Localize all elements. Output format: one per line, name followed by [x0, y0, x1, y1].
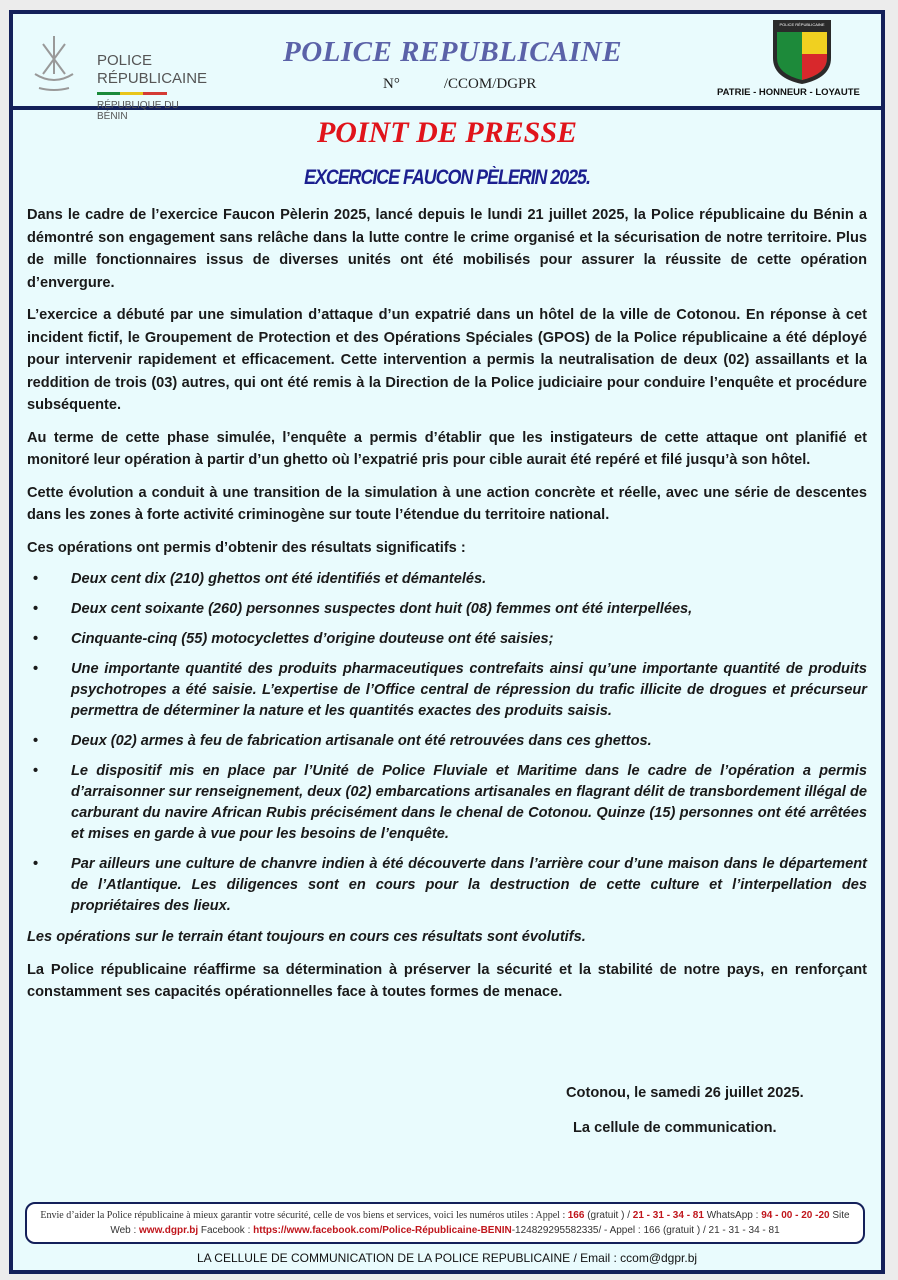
whatsapp-number: 94 - 00 - 20 -20	[761, 1210, 830, 1221]
list-item: • Par ailleurs une culture de chanvre indien à été découverte dans l’arrière cour d’une maison dans le département de l’Atlantique. Les diligences sont en cours pour la destruction de cette culture et l’interpellation des propriétaires des lieux.	[33, 856, 867, 914]
bullet-icon: •	[33, 661, 39, 677]
emblem-icon	[33, 34, 75, 94]
website-link[interactable]: www.dgpr.bj	[139, 1225, 199, 1236]
document-subheading: EXCERCICE FAUCON PÈLERIN 2025.	[304, 166, 590, 189]
paragraph: Au terme de cette phase simulée, l’enquête a permis d’établir que les instigateurs de cette attaque ont planifié et monitoré leur opération à partir d’un ghetto où l’expatrié pris pour cible aurait été repéré et filé jusqu’à son hôtel.	[27, 429, 867, 468]
flag-stripe	[97, 92, 167, 95]
list-item: • Cinquante-cinq (55) motocyclettes d’origine douteuse ont été saisies;	[27, 629, 867, 650]
signature: La cellule de communication.	[573, 1120, 777, 1136]
bullet-icon: •	[33, 733, 39, 749]
police-crest-icon	[771, 18, 833, 86]
paragraph: Cette évolution a conduit à une transition de la simulation à une action concrète et réelle, avec une série de descentes dans les zones à forte activité criminogène sur toute l’étendue du territoire national.	[27, 484, 867, 523]
facebook-link[interactable]: https://www.facebook.com/Police-Républicaine-BENIN	[253, 1225, 512, 1236]
list-item: • Deux cent dix (210) ghettos ont été identifiés et démantelés.	[27, 569, 867, 590]
list-item: • Une importante quantité des produits pharmaceutiques contrefaits ainsi qu’une importante quantité de produits psychotropes a été saisie. L’expertise de l’Office central de répression du trafic illicite de drogues et précurseur permettra de déterminer la nature et les quantités exactes des produits saisis.	[33, 661, 867, 719]
footer-line: LA CELLULE DE COMMUNICATION DE LA POLICE REPUBLICAINE / Email : ccom@dgpr.bj	[196, 1251, 698, 1265]
contact-box: Envie d’aider la Police républicaine à mieux garantir votre sécurité, celle de vos biens et services, voici les numéros utiles : Appel : 166 (gratuit ) / 21 - 31 - 34 - 81 WhatsApp : 94 - 00 - 20 -20 Site Web : www.dgpr.bj Facebook : https://www.facebook.com/Police-Républicaine-BENIN-124829295582335/ - Appel : 166 (gratuit ) / 21 - 31 - 34 - 81	[25, 1202, 865, 1244]
letterhead	[13, 14, 881, 122]
svg-text:POLICE RÉPUBLICAINE: POLICE RÉPUBLICAINE	[779, 22, 825, 27]
call-number: 21 - 31 - 34 - 81	[632, 1210, 704, 1221]
document-heading: POINT DE PRESSE	[316, 116, 578, 149]
paragraph: Dans le cadre de l’exercice Faucon Pèlerin 2025, lancé depuis le lundi 21 juillet 2025, la Police républicaine du Bénin a démontré son engagement sans relâche dans la lutte contre le crime organisé et la sécurisation de notre territoire. Plus de mille fonctionnaires issus de diverses unités ont été mobilisés pour assurer la réussite de cette opération d’envergure.	[27, 207, 867, 291]
logo-text: POLICE RÉPUBLICAINE	[97, 52, 208, 87]
paragraph: Ces opérations ont permis d’obtenir des résultats significatifs :	[27, 539, 466, 556]
list-item: • Deux cent soixante (260) personnes suspectes dont huit (08) femmes ont été interpellées,	[27, 599, 867, 620]
motto: PATRIE - HONNEUR - LOYAUTE	[717, 87, 860, 98]
place-date: Cotonou, le samedi 26 juillet 2025.	[566, 1085, 804, 1101]
note: Les opérations sur le terrain étant toujours en cours ces résultats sont évolutifs.	[27, 929, 586, 945]
results-list	[27, 569, 867, 917]
list-item: • Deux (02) armes à feu de fabrication artisanale ont été retrouvées dans ces ghettos.	[27, 731, 867, 752]
police-logo	[27, 26, 208, 122]
bullet-icon: •	[33, 856, 39, 872]
letterhead-title: POLICE REPUBLICAINE	[283, 36, 623, 68]
bullet-icon: •	[33, 631, 39, 647]
logo-subtitle: RÉPUBLIQUE DU BÉNIN	[97, 100, 179, 122]
free-call-number: 166	[567, 1210, 585, 1221]
document-body	[27, 204, 867, 1014]
bullet-icon: •	[33, 601, 39, 617]
reference-number: N° /CCOM/DGPR	[383, 76, 537, 92]
list-item: • Le dispositif mis en place par l’Unité de Police Fluviale et Maritime dans le cadre de l’opération a permis d’arraisonner sur renseignement, deux (02) embarcations artisanales en flagrant délit de transbordement illégal de carburant du navire African Rubis précisément dans le chenal de Cotonou. Quinze (15) personnes ont été arrêtées et mises en garde à vue pour les besoins de l’enquête.	[33, 763, 867, 842]
closing-paragraph: La Police républicaine réaffirme sa détermination à préserver la sécurité et la stabilité de notre pays, en renforçant constamment ses capacités opérationnelles face à toutes formes de menace.	[27, 961, 867, 1000]
paragraph: L’exercice a débuté par une simulation d’attaque d’un expatrié dans un hôtel de la ville de Cotonou. En réponse à cet incident fictif, le Groupement de Protection et des Opérations Spéciales (GPOS) de la Police républicaine a été déployé pour intervenir rapidement et efficacement. Cette intervention a permis la neutralisation de deux (02) assaillants et la reddition de trois (03) autres, qui ont été remis à la Direction de la Police judiciaire pour conduire l’enquête et procédure subséquente.	[27, 307, 867, 413]
bullet-icon: •	[33, 763, 39, 779]
document-frame	[9, 10, 885, 1274]
bullet-icon: •	[33, 571, 39, 587]
